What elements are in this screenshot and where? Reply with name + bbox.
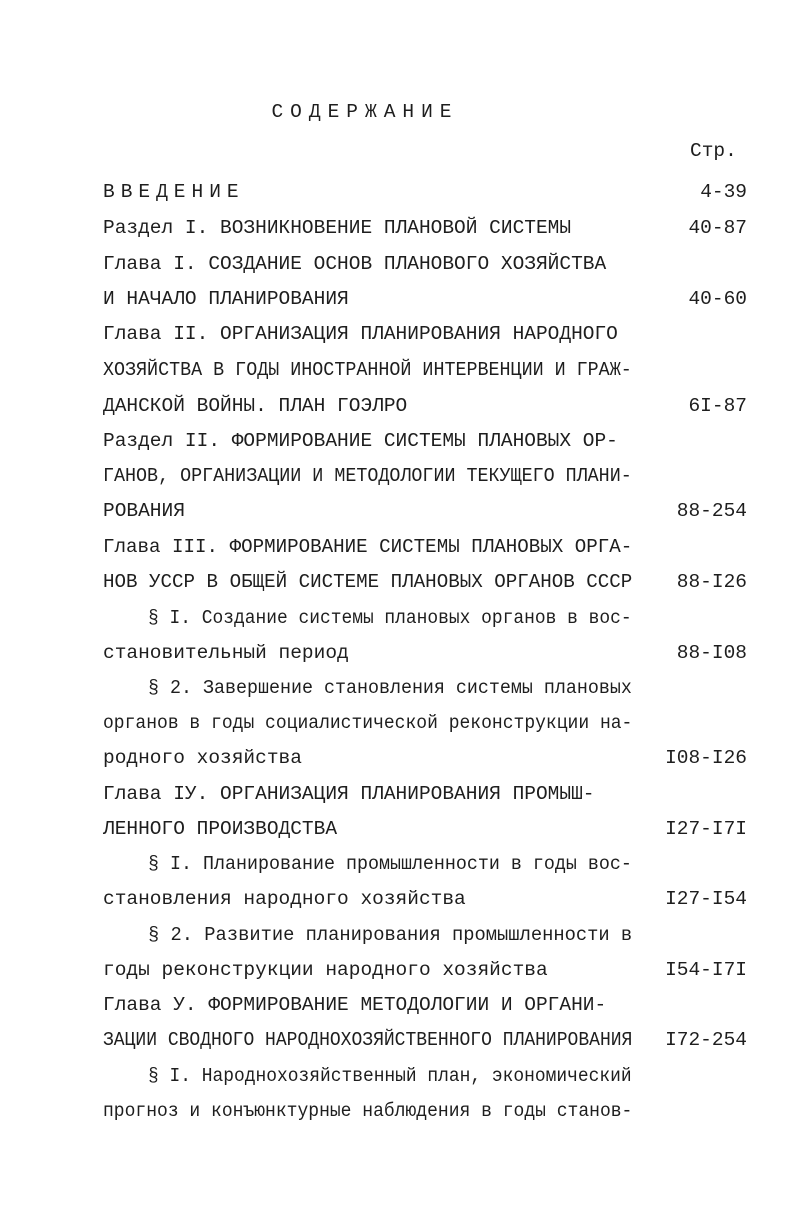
page-title: СОДЕРЖАНИЕ (271, 101, 459, 123)
toc-line: становительный период (103, 642, 349, 664)
toc-line: Глава III. ФОРМИРОВАНИЕ СИСТЕМЫ ПЛАНОВЫХ ОРГА- (103, 536, 633, 558)
toc-line: РОВАНИЯ (103, 500, 185, 522)
toc-page-number: 88-254 (676, 500, 747, 522)
toc-page-number: 40-60 (688, 288, 747, 310)
toc-intro-label: ВВЕДЕНИЕ (103, 181, 245, 203)
toc-line: Раздел I. ВОЗНИКНОВЕНИЕ ПЛАНОВОЙ СИСТЕМЫ (103, 217, 572, 239)
toc-page-number: 6I-87 (688, 395, 747, 417)
toc-line: становления народного хозяйства (103, 888, 466, 910)
toc-line: ГАНОВ, ОРГАНИЗАЦИИ И МЕТОДОЛОГИИ ТЕКУЩЕГО ПЛАНИ- (103, 465, 632, 487)
toc-page-number: 88-I08 (676, 642, 747, 664)
toc-line: ЗАЦИИ СВОДНОГО НАРОДНОХОЗЯЙСТВЕННОГО ПЛАНИРОВАНИЯ (103, 1029, 633, 1051)
toc-line: ДАНСКОЙ ВОЙНЫ. ПЛАН ГОЭЛРО (103, 395, 408, 417)
toc-line: § 2. Развитие планирования промышленности в (148, 924, 633, 946)
toc-page-number: I27-I7I (665, 818, 747, 840)
toc-intro-pages: 4-39 (700, 181, 747, 203)
toc-line: Глава I. СОЗДАНИЕ ОСНОВ ПЛАНОВОГО ХОЗЯЙСТВА (103, 253, 607, 275)
toc-line: ХОЗЯЙСТВА В ГОДЫ ИНОСТРАННОЙ ИНТЕРВЕНЦИИ И ГРАЖ- (103, 359, 632, 381)
toc-line: § I. Народнохозяйственный план, экономический (148, 1065, 632, 1087)
toc-line: Глава IУ. ОРГАНИЗАЦИЯ ПЛАНИРОВАНИЯ ПРОМЫШ- (103, 783, 595, 805)
toc-page-number: 40-87 (688, 217, 747, 239)
toc-line: органов в годы социалистической реконструкции на- (103, 712, 633, 734)
toc-page-number: I08-I26 (665, 747, 747, 769)
toc-line: § 2. Завершение становления системы плановых (148, 677, 632, 699)
toc-page-number: I54-I7I (665, 959, 747, 981)
toc-page-number: I72-254 (665, 1029, 747, 1051)
toc-line: § I. Планирование промышленности в годы вос- (148, 853, 632, 875)
toc-line: И НАЧАЛО ПЛАНИРОВАНИЯ (103, 288, 349, 310)
page-column-label: Стр. (690, 140, 737, 162)
toc-line: родного хозяйства (103, 747, 302, 769)
toc-line: прогноз и конъюнктурные наблюдения в годы станов- (103, 1100, 633, 1122)
toc-line: годы реконструкции народного хозяйства (103, 959, 548, 981)
toc-line: НОВ УССР В ОБЩЕЙ СИСТЕМЕ ПЛАНОВЫХ ОРГАНОВ СССР (103, 571, 633, 593)
toc-line: § I. Создание системы плановых органов в вос- (148, 607, 632, 629)
toc-line: Раздел II. ФОРМИРОВАНИЕ СИСТЕМЫ ПЛАНОВЫХ ОР- (103, 430, 618, 452)
toc-line: Глава У. ФОРМИРОВАНИЕ МЕТОДОЛОГИИ И ОРГАНИ- (103, 994, 607, 1016)
toc-line: ЛЕННОГО ПРОИЗВОДСТВА (103, 818, 338, 840)
toc-page-number: 88-I26 (676, 571, 747, 593)
toc-line: Глава II. ОРГАНИЗАЦИЯ ПЛАНИРОВАНИЯ НАРОДНОГО (103, 323, 618, 345)
toc-page-number: I27-I54 (665, 888, 747, 910)
